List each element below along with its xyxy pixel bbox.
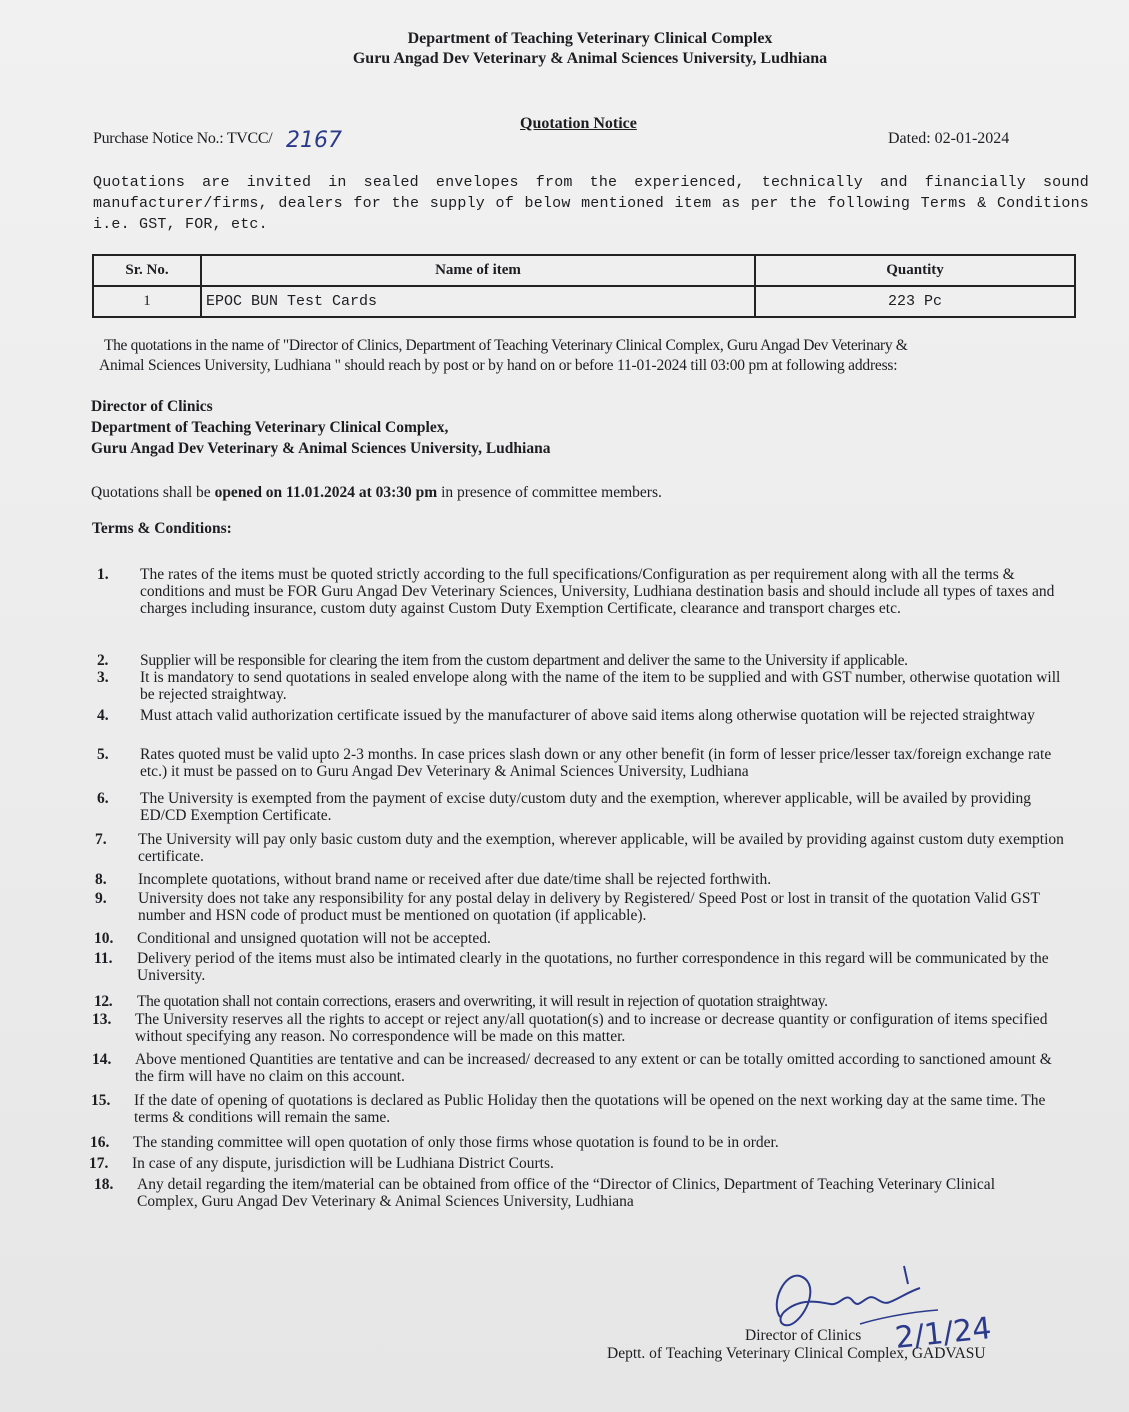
intro-paragraph: Quotations are invited in sealed envelopes from the experienced, technically and financially sound manufacturer/firms, dealers for the supply of below mentioned item as per the following Terms & Conditions i.e. GST, FOR, etc. [93,174,1089,233]
term-number: 14. [92,1051,112,1068]
term-text: Conditional and unsigned quotation will not be accepted. [137,930,491,947]
term-text: Incomplete quotations, without brand name or received after due date/time shall be rejected forthwith. [138,871,772,888]
header-university: Guru Angad Dev Veterinary & Animal Sciences University, Ludhiana [352,50,828,67]
term-text: The University is exempted from the payment of excise duty/custom duty and the exemption, wherever applicable, will be availed by providing ED/CD Exemption Certificate. [140,790,1032,824]
signature-department: Deptt. of Teaching Veterinary Clinical Complex, GADVASU [607,1345,986,1362]
term-text: If the date of opening of quotations is declared as Public Holiday then the quotations will be opened on the next working day at the same time. The terms & conditions will remain the same. [134,1092,1046,1126]
submission-line-2: Animal Sciences University, Ludhiana " should reach by post or by hand on or before 11-01-2024 till 03:00 pm at following address: [99,357,898,374]
address-line: Guru Angad Dev Veterinary & Animal Sciences University, Ludhiana [91,440,551,457]
term-number: 10. [94,930,114,947]
term-item [90,1134,1068,1151]
term-number: 6. [97,790,109,807]
term-item [94,993,1077,1010]
term-number: 11. [94,950,113,967]
term-number: 13. [92,1011,112,1028]
term-item [95,871,1073,888]
table-row [93,286,1075,317]
table-header-cell: Quantity [755,255,1075,286]
term-item [97,652,1070,669]
term-number: 8. [95,871,107,888]
term-item [94,930,1072,947]
signature-title: Director of Clinics [745,1327,862,1344]
table-header-cell: Name of item [201,255,755,286]
term-text: Rates quoted must be valid upto 2-3 months. In case prices slash down or any other benefit (in form of lesser price/lesser tax/foreign exchange rate etc.) it must be passed on to Guru Angad Dev Veterinary & Animal Sciences University, Ludhiana [140,746,1052,780]
term-item [92,1051,1070,1085]
term-text: In case of any dispute, jurisdiction will be Ludhiana District Courts. [132,1155,554,1172]
term-text: Must attach valid authorization certificate issued by the manufacturer of above said items along otherwise quotation will be rejected straightway [140,707,1035,724]
term-number: 15. [91,1092,111,1109]
term-item [94,950,1072,984]
signature-handwritten-date: 2/1/24 [893,1311,994,1356]
term-number: 1. [97,566,109,583]
term-text: University does not take any responsibility for any postal delay in delivery by Registered/ Speed Post or lost in transit of the quotation Valid GST number and HSN code of product must be mentioned on quotation (if applicable). [138,890,1040,924]
term-item [94,1176,1042,1210]
term-item [95,890,1073,924]
term-number: 16. [90,1134,110,1151]
term-text: The quotation shall not contain corrections, erasers and overwriting, it will result in rejection of quotation straightway. [137,993,828,1010]
term-item [97,746,1075,780]
purchase-notice-number-handwritten: 2167 [286,128,342,153]
term-item [89,1155,1067,1172]
term-item [95,831,1073,865]
term-text: Above mentioned Quantities are tentative and can be increased/ decreased to any extent or can be totally omitted according to sanctioned amount & the firm will have no claim on this account. [135,1051,1052,1085]
table-cell-quantity: 223 Pc [755,286,1075,317]
terms-heading: Terms & Conditions: [92,520,232,537]
table-header-cell: Sr. No. [93,255,201,286]
term-text: Supplier will be responsible for clearing the item from the custom department and deliver the same to the University if applicable. [140,652,908,669]
term-number: 3. [97,669,109,686]
term-item [92,1011,1070,1045]
address-line: Department of Teaching Veterinary Clinical Complex, [91,419,449,436]
term-number: 7. [95,831,107,848]
term-number: 2. [97,652,109,669]
purchase-notice-label: Purchase Notice No.: TVCC/ [93,130,273,147]
term-number: 9. [95,890,107,907]
items-table [92,254,1076,318]
term-item [91,1092,1064,1126]
opening-statement [91,484,662,502]
term-text: The rates of the items must be quoted strictly according to the full specifications/Configuration as per requirement along with all the terms & conditions and must be FOR Guru Angad Dev Veterinary Sciences, University, Ludhiana destination basis and should include all types of taxes and charges including insurance, custom duty against Custom Duty Exemption Certificate, clearance and transport charges etc. [140,566,1055,617]
term-text: It is mandatory to send quotations in sealed envelope along with the name of the item to be supplied and with GST number, otherwise quotation will be rejected straightway. [140,669,1061,703]
table-header-row [93,255,1075,286]
term-item [97,707,1070,724]
term-number: 12. [94,993,113,1010]
notice-date: Dated: 02-01-2024 [888,130,1010,147]
term-number: 5. [97,746,109,763]
term-text: The University will pay only basic custom duty and the exemption, wherever applicable, will be availed by providing against custom duty exemption certificate. [138,831,1064,865]
opening-suffix: in presence of committee members. [437,484,662,501]
address-line: Director of Clinics [91,398,213,415]
opening-prefix: Quotations shall be [91,484,215,501]
address-block [91,396,550,459]
term-number: 18. [94,1176,114,1193]
term-text: The University reserves all the rights to accept or reject any/all quotation(s) and to increase or decrease quantity or configuration of items specified without specifying any reason. No correspondence will be made on this matter. [135,1011,1048,1045]
term-text: The standing committee will open quotation of only those firms whose quotation is found to be in order. [133,1134,779,1151]
table-cell-sr: 1 [93,286,201,317]
term-number: 17. [89,1155,109,1172]
submission-line-1: The quotations in the name of "Director of Clinics, Department of Teaching Veterinary Clinical Complex, Guru Angad Dev Veterinary & [104,337,908,354]
term-number: 4. [97,707,109,724]
term-text: Delivery period of the items must also be intimated clearly in the quotations, no further correspondence in this regard will be communicated by the University. [137,950,1049,984]
table-cell-item-name: EPOC BUN Test Cards [201,286,755,317]
notice-title: Quotation Notice [520,115,637,132]
term-item [97,669,1062,703]
term-item [97,790,1080,824]
header-department: Department of Teaching Veterinary Clinical Complex [407,30,773,47]
opening-datetime: opened on 11.01.2024 at 03:30 pm [214,484,438,501]
term-item [97,566,1082,617]
term-text: Any detail regarding the item/material can be obtained from office of the “Director of Clinics, Department of Teaching Veterinary Clinical Complex, Guru Angad Dev Veterinary & Animal Sciences University, Ludhiana [137,1176,995,1210]
